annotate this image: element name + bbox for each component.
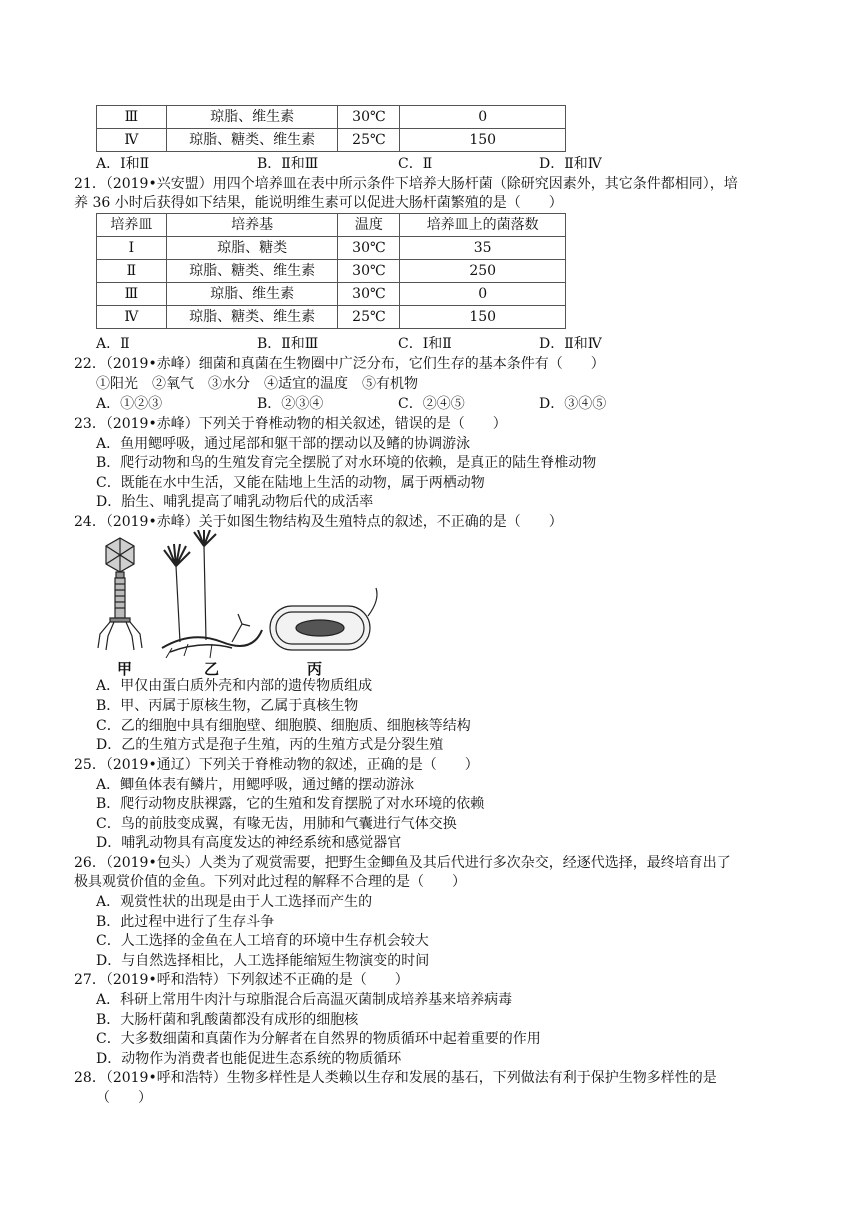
option-c[interactable]: C．既能在水中生活，又能在陆地上生活的动物，属于两栖动物	[96, 475, 485, 491]
table-row	[97, 306, 566, 329]
option-c[interactable]: C．Ⅰ和Ⅱ	[398, 336, 452, 352]
bacteriophage-drawing	[98, 538, 142, 650]
option-d[interactable]: D．动物作为消费者也能促进生态系统的物质循环	[96, 1051, 402, 1067]
dish-cell: Ⅳ	[97, 129, 167, 152]
temp-cell: 25℃	[338, 306, 400, 329]
dish-cell: Ⅲ	[97, 106, 167, 129]
q24-figure	[92, 530, 392, 678]
option-a[interactable]: A．甲仅由蛋白质外壳和内部的遗传物质组成	[96, 678, 373, 694]
dish-cell: Ⅳ	[97, 306, 167, 329]
medium-cell: 琼脂、维生素	[166, 283, 338, 306]
q20-table	[96, 105, 566, 152]
figure-label-jia: 甲	[117, 660, 133, 678]
count-cell: 250	[400, 260, 566, 283]
table-row	[97, 129, 566, 152]
option-d[interactable]: D．与自然选择相比，人工选择能缩短生物演变的时间	[96, 953, 430, 969]
option-c[interactable]: C．鸟的前肢变成翼，有喙无齿，用肺和气囊进行气体交换	[96, 816, 457, 832]
dish-cell: Ⅰ	[97, 237, 167, 260]
count-cell: 150	[400, 306, 566, 329]
temp-cell: 30℃	[338, 106, 400, 129]
option-a[interactable]: A．①②③	[96, 396, 163, 412]
option-a[interactable]: A．科研上常用牛肉汁与琼脂混合后高温灭菌制成培养基来培养病毒	[96, 992, 513, 1008]
dish-cell: Ⅲ	[97, 283, 167, 306]
q28-stem-line2: （ ）	[96, 1090, 152, 1106]
q27-stem: 27．（2019•呼和浩特）下列叙述不正确的是（ ）	[74, 972, 409, 988]
option-d[interactable]: D．胎生、哺乳提高了哺乳动物后代的成活率	[96, 494, 374, 510]
option-b[interactable]: B．爬行动物和鸟的生殖发育完全摆脱了对水环境的依赖，是真正的陆生脊椎动物	[96, 455, 597, 471]
medium-cell: 琼脂、糖类、维生素	[166, 306, 338, 329]
count-cell: 0	[400, 283, 566, 306]
option-b[interactable]: B．大肠杆菌和乳酸菌都没有成形的细胞核	[96, 1012, 359, 1028]
q21-stem-line1: 21．（2019•兴安盟）用四个培养皿在表中所示条件下培养大肠杆菌（除研究因素外，其它条件都相同），培	[74, 176, 738, 192]
mold-drawing	[162, 530, 262, 658]
table-header-row	[97, 214, 566, 237]
option-d[interactable]: D．哺乳动物具有高度发达的神经系统和感觉器官	[96, 835, 402, 851]
q25-stem: 25．（2019•通辽）下列关于脊椎动物的叙述，正确的是（ ）	[74, 757, 479, 773]
header-dish: 培养皿	[97, 214, 167, 237]
medium-cell: 琼脂、糖类	[166, 237, 338, 260]
header-temp: 温度	[338, 214, 400, 237]
medium-cell: 琼脂、维生素	[166, 106, 338, 129]
temp-cell: 25℃	[338, 129, 400, 152]
temp-cell: 30℃	[338, 237, 400, 260]
temp-cell: 30℃	[338, 283, 400, 306]
option-a[interactable]: A．Ⅱ	[96, 336, 130, 352]
q21-table	[96, 213, 566, 329]
table-row	[97, 260, 566, 283]
q22-options	[96, 394, 816, 414]
figure-label-bing: 丙	[307, 660, 323, 678]
figure-label-yi: 乙	[204, 660, 220, 678]
option-a[interactable]: A．鲫鱼体表有鳞片，用鳃呼吸，通过鳍的摆动游泳	[96, 777, 415, 793]
count-cell: 35	[400, 237, 566, 260]
option-d[interactable]: D．Ⅱ和Ⅳ	[539, 156, 602, 172]
header-medium: 培养基	[166, 214, 338, 237]
table-row	[97, 283, 566, 306]
q22-conditions: ①阳光 ②氧气 ③水分 ④适宜的温度 ⑤有机物	[96, 376, 418, 392]
medium-cell: 琼脂、糖类、维生素	[166, 260, 338, 283]
table-row	[97, 237, 566, 260]
option-a[interactable]: A．鱼用鳃呼吸，通过尾部和躯干部的摆动以及鳍的协调游泳	[96, 436, 471, 452]
option-b[interactable]: B．甲、丙属于原核生物，乙属于真核生物	[96, 698, 359, 714]
option-b[interactable]: B．Ⅱ和Ⅲ	[257, 336, 319, 352]
option-c[interactable]: C．②④⑤	[398, 396, 465, 412]
option-c[interactable]: C．Ⅱ	[398, 156, 433, 172]
medium-cell: 琼脂、糖类、维生素	[166, 129, 338, 152]
temp-cell: 30℃	[338, 260, 400, 283]
q21-options	[96, 334, 816, 354]
option-b[interactable]: B．②③④	[257, 396, 324, 412]
option-d[interactable]: D．乙的生殖方式是孢子生殖，丙的生殖方式是分裂生殖	[96, 737, 444, 753]
option-c[interactable]: C．大多数细菌和真菌作为分解者在自然界的物质循环中起着重要的作用	[96, 1031, 541, 1047]
q24-stem: 24．（2019•赤峰）关于如图生物结构及生殖特点的叙述，不正确的是（ ）	[74, 514, 563, 530]
q22-stem: 22．（2019•赤峰）细菌和真菌在生物圈中广泛分布，它们生存的基本条件有（ ）	[74, 356, 605, 372]
bacterium-drawing	[270, 588, 377, 650]
option-b[interactable]: B．Ⅱ和Ⅲ	[257, 156, 319, 172]
option-a[interactable]: A．观赏性状的出现是由于人工选择而产生的	[96, 894, 373, 910]
option-b[interactable]: B．爬行动物皮肤裸露，它的生殖和发育摆脱了对水环境的依赖	[96, 796, 485, 812]
option-c[interactable]: C．人工选择的金鱼在人工培育的环境中生存机会较大	[96, 933, 429, 949]
dish-cell: Ⅱ	[97, 260, 167, 283]
option-c[interactable]: C．乙的细胞中具有细胞壁、细胞膜、细胞质、细胞核等结构	[96, 718, 471, 734]
q21-stem-line2: 养 36 小时后获得如下结果，能说明维生素可以促进大肠杆菌繁殖的是（ ）	[74, 195, 563, 211]
q23-stem: 23．（2019•赤峰）下列关于脊椎动物的相关叙述，错误的是（ ）	[74, 416, 507, 432]
option-b[interactable]: B．此过程中进行了生存斗争	[96, 914, 275, 930]
q26-stem-line1: 26．（2019•包头）人类为了观赏需要，把野生金鲫鱼及其后代进行多次杂交，经逐代选择，最终培育出了	[74, 855, 731, 871]
option-a[interactable]: A．Ⅰ和Ⅱ	[96, 156, 150, 172]
q26-stem-line2: 极具观赏价值的金鱼。下列对此过程的解释不合理的是（ ）	[74, 874, 466, 890]
option-d[interactable]: D．③④⑤	[539, 396, 607, 412]
q28-stem-line1: 28．（2019•呼和浩特）生物多样性是人类赖以生存和发展的基石，下列做法有利于保护生物多样性的是	[74, 1070, 717, 1086]
table-row	[97, 106, 566, 129]
option-d[interactable]: D．Ⅱ和Ⅳ	[539, 336, 602, 352]
header-count: 培养皿上的菌落数	[400, 214, 566, 237]
count-cell: 150	[400, 129, 566, 152]
q20-options	[96, 154, 816, 174]
count-cell: 0	[400, 106, 566, 129]
